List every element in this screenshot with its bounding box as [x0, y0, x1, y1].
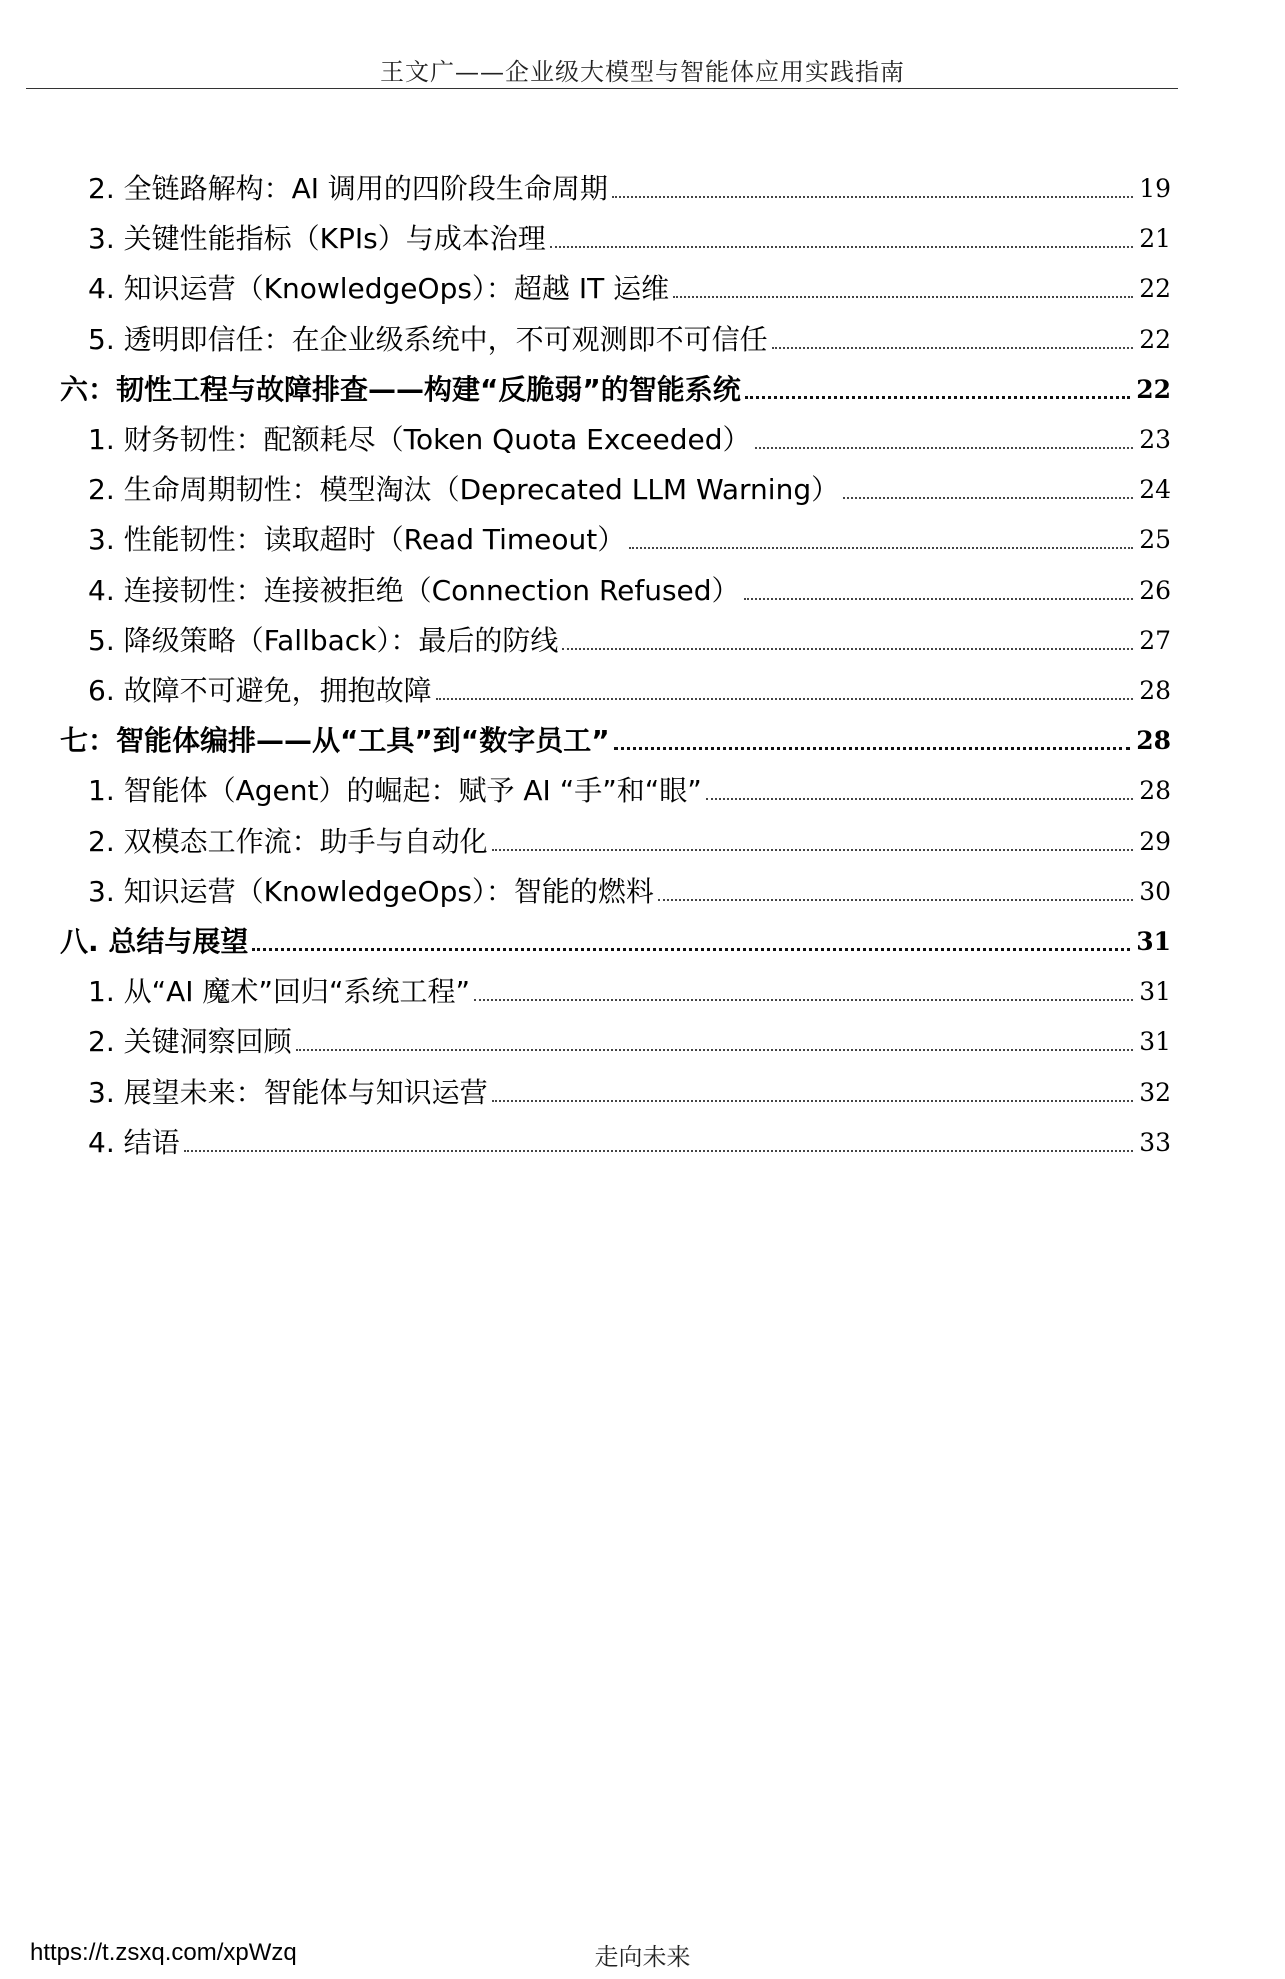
toc-page-number: 29: [1139, 826, 1171, 856]
toc-page-number: 31: [1139, 1027, 1171, 1057]
toc-entry-title: 5. 降级策略（Fallback）：最后的防线: [88, 623, 559, 657]
toc-page-number: 30: [1139, 876, 1171, 906]
toc-leader-dots: [550, 246, 1133, 248]
toc-page-number: 22: [1139, 274, 1171, 304]
toc-entry-title: 3. 知识运营（KnowledgeOps）：智能的燃料: [88, 874, 654, 908]
toc-page-number: 32: [1139, 1077, 1171, 1107]
toc-entry-title: 3. 展望未来：智能体与知识运营: [88, 1075, 488, 1109]
toc-item[interactable]: [0, 819, 1285, 869]
toc-item[interactable]: [0, 166, 1285, 216]
toc-entry-title: 1. 财务韧性：配额耗尽（Token Quota Exceeded）: [88, 423, 751, 456]
toc-item[interactable]: [0, 1120, 1285, 1170]
toc-item[interactable]: [0, 417, 1285, 467]
toc-entry-title: 5. 透明即信任：在企业级系统中，不可观测即不可信任: [88, 322, 768, 356]
toc-page-number: 22: [1139, 324, 1171, 354]
footer-link[interactable]: https://t.zsxq.com/xpWzq: [30, 1939, 297, 1966]
toc-item[interactable]: [0, 517, 1285, 567]
toc-item[interactable]: [0, 969, 1285, 1019]
toc-leader-dots: [562, 648, 1133, 650]
toc-item[interactable]: [0, 317, 1285, 367]
toc-entry-title: 六：韧性工程与故障排查——构建“反脆弱”的智能系统: [60, 372, 741, 406]
toc-leader-dots: [673, 296, 1133, 298]
toc-leader-dots: [252, 948, 1130, 951]
page-header-title: 王文广——企业级大模型与智能体应用实践指南: [380, 58, 905, 86]
toc-leader-dots: [614, 747, 1130, 750]
toc-leader-dots: [843, 497, 1133, 499]
toc-item[interactable]: [0, 1070, 1285, 1120]
toc-page-number: 26: [1139, 575, 1171, 605]
toc-item[interactable]: [0, 266, 1285, 316]
toc-item[interactable]: [0, 618, 1285, 668]
toc-leader-dots: [296, 1049, 1133, 1051]
footer-center-text: 走向未来: [594, 1943, 691, 1971]
header-divider: [26, 88, 1178, 89]
toc-item[interactable]: [0, 467, 1285, 517]
toc-entry-title: 1. 从“AI 魔术”回归“系统工程”: [88, 975, 470, 1009]
toc-leader-dots: [772, 347, 1133, 349]
toc-entry-title: 4. 连接韧性：连接被拒绝（Connection Refused）: [88, 573, 740, 607]
toc-item[interactable]: [0, 668, 1285, 718]
toc-page-number: 28: [1139, 776, 1171, 806]
toc-entry-title: 2. 生命周期韧性：模型淘汰（Deprecated LLM Warning）: [88, 473, 840, 507]
toc-page-number: 31: [1136, 927, 1171, 956]
toc-leader-dots: [184, 1150, 1133, 1152]
toc-leader-dots: [755, 447, 1133, 449]
toc-leader-dots: [474, 999, 1133, 1001]
toc-leader-dots: [436, 698, 1133, 700]
toc-entry-title: 4. 结语: [88, 1125, 180, 1159]
toc-leader-dots: [658, 899, 1133, 901]
toc-section[interactable]: [0, 718, 1285, 768]
toc-section[interactable]: [0, 367, 1285, 417]
toc-entry-title: 八. 总结与展望: [60, 925, 249, 958]
toc-entry-title: 3. 关键性能指标（KPIs）与成本治理: [88, 222, 546, 256]
toc-page-number: 28: [1136, 726, 1171, 756]
toc-page-number: 27: [1139, 625, 1171, 655]
toc-page-number: 23: [1139, 425, 1171, 454]
toc-entry-title: 2. 全链路解构：AI 调用的四阶段生命周期: [88, 172, 608, 205]
toc-entry-title: 2. 关键洞察回顾: [88, 1025, 292, 1059]
toc-item[interactable]: [0, 1019, 1285, 1069]
toc-page-number: 28: [1139, 676, 1171, 705]
toc-leader-dots: [492, 1100, 1133, 1102]
toc-leader-dots: [629, 547, 1133, 549]
toc-entry-title: 6. 故障不可避免，拥抱故障: [88, 674, 432, 707]
toc-entry-title: 3. 性能韧性：读取超时（Read Timeout）: [88, 523, 626, 557]
toc-entry-title: 1. 智能体（Agent）的崛起：赋予 AI “手”和“眼”: [88, 774, 702, 808]
toc-item[interactable]: [0, 216, 1285, 266]
toc-page-number: 25: [1139, 525, 1171, 555]
toc-page-number: 31: [1139, 977, 1171, 1007]
toc-leader-dots: [744, 598, 1133, 600]
toc-page-number: 22: [1136, 374, 1171, 404]
toc-leader-dots: [745, 396, 1130, 399]
toc-leader-dots: [612, 196, 1133, 198]
toc-page-number: 33: [1139, 1127, 1171, 1157]
toc-item[interactable]: [0, 869, 1285, 919]
toc-page-number: 19: [1139, 174, 1171, 203]
toc-leader-dots: [706, 798, 1133, 800]
toc-item[interactable]: [0, 768, 1285, 818]
toc-page-number: 21: [1139, 224, 1171, 254]
toc-item[interactable]: [0, 568, 1285, 618]
toc-entry-title: 4. 知识运营（KnowledgeOps）：超越 IT 运维: [88, 272, 670, 306]
toc-entry-title: 七：智能体编排——从“工具”到“数字员工”: [60, 724, 610, 758]
toc-section[interactable]: [0, 919, 1285, 969]
toc-entry-title: 2. 双模态工作流：助手与自动化: [88, 824, 488, 858]
toc-page-number: 24: [1139, 475, 1171, 505]
toc-leader-dots: [492, 849, 1133, 851]
